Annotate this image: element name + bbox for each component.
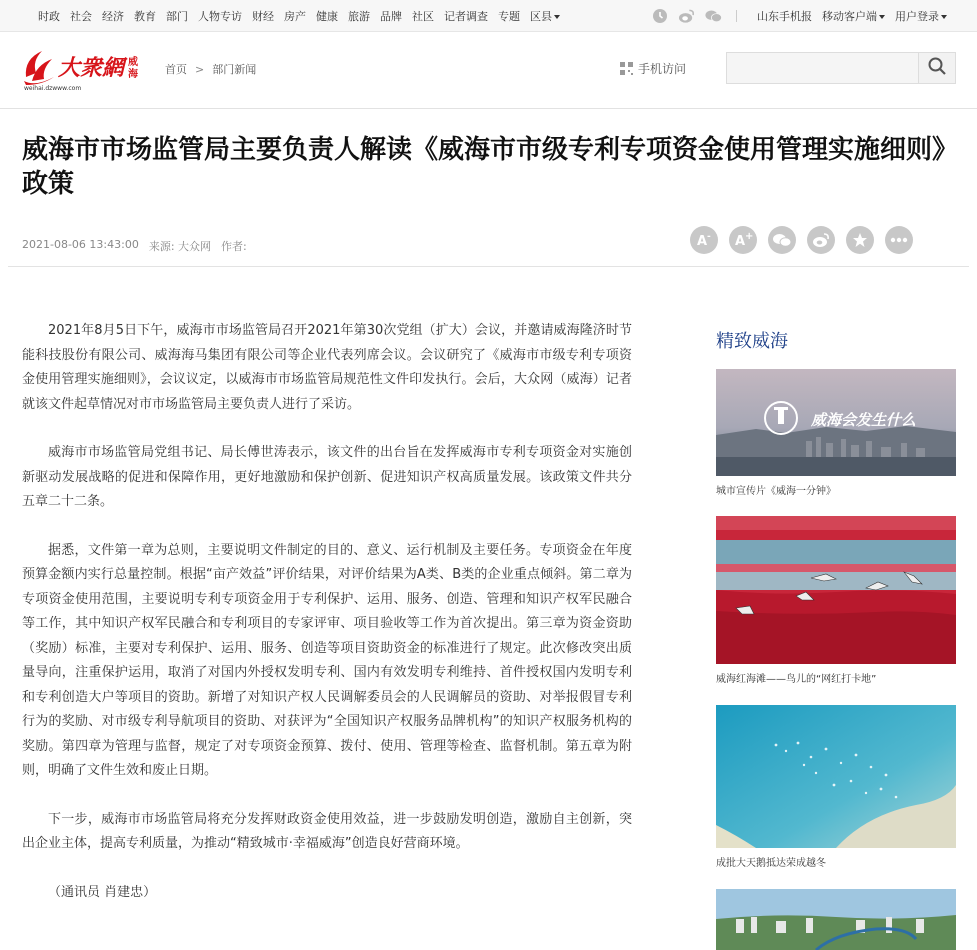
nav-jizhe[interactable]: 记者调查 [444, 10, 488, 23]
search-button[interactable] [918, 53, 955, 83]
header-divider [8, 266, 969, 267]
paragraph: 2021年8月5日下午，威海市市场监管局召开2021年第30次党组（扩大）会议，并邀请威海隆济时节能科技股份有限公司、威海海马集团有限公司等企业代表列席会议。会议研究了《威海市市级专利专项资金使用管理实施细则》，会议议定，以威海市市场监管局规范性文件印发执行。会后，大众网（威海）记者就该文件起草情况对市市场监管局主要负责人进行了采访。 [22, 323, 632, 412]
svg-text:海: 海 [128, 69, 138, 80]
nav-caijing[interactable]: 财经 [252, 10, 274, 23]
nav-quxian[interactable]: 区县 [530, 8, 560, 24]
user-login-link[interactable]: 用户登录 [895, 8, 947, 24]
font-decrease-button[interactable] [690, 226, 718, 254]
search-input[interactable] [727, 53, 919, 83]
article-title: 威海市市场监管局主要负责人解读《威海市市级专利专项资金使用管理实施细则》政策 [22, 135, 946, 199]
search-box [726, 52, 956, 84]
sidebar-card[interactable] [716, 369, 956, 497]
nav-pinpai[interactable]: 品牌 [380, 10, 402, 23]
publish-date: 2021-08-06 13:43:00 [22, 238, 139, 251]
favorite-button[interactable] [846, 226, 874, 254]
svg-text:weihai.dzwww.com: weihai.dzwww.com [24, 85, 82, 91]
nav-shizheng[interactable]: 时政 [38, 10, 60, 23]
svg-text:大衆網: 大衆網 [58, 55, 125, 81]
clock-icon[interactable] [651, 8, 668, 25]
nav-shehui[interactable]: 社会 [70, 10, 92, 23]
promo-overlay-text: 威海会发生什么 [811, 411, 917, 429]
article-author: 作者: [221, 240, 247, 253]
svg-text:A: A [697, 234, 708, 249]
search-icon [928, 57, 946, 79]
wechat-icon [772, 232, 792, 248]
svg-text:-: - [707, 232, 711, 242]
nav-fangchan[interactable]: 房产 [284, 10, 306, 23]
breadcrumb-dept-news[interactable]: 部门新闻 [212, 63, 257, 76]
more-dots-icon [890, 237, 908, 243]
nav-jiankang[interactable]: 健康 [316, 10, 338, 23]
chevron-down-icon [941, 15, 947, 19]
divider [736, 10, 737, 22]
top-nav-right [641, 0, 947, 32]
card-caption: 成批大天鹅抵达荣成越冬 [716, 858, 826, 869]
article-source: 来源: 大众网 [148, 240, 212, 253]
top-nav-bar [0, 0, 977, 32]
nav-bumen[interactable]: 部门 [166, 10, 188, 23]
star-icon [852, 232, 868, 248]
weibo-icon [812, 232, 830, 248]
chevron-down-icon [879, 15, 885, 19]
nav-renwu[interactable]: 人物专访 [198, 10, 242, 23]
nav-shequ[interactable]: 社区 [412, 10, 434, 23]
red-beach-image [716, 516, 956, 664]
font-increase-icon [729, 226, 757, 254]
swans-image [716, 705, 956, 848]
nav-jingji[interactable]: 经济 [102, 10, 124, 23]
nav-jiaoyu[interactable]: 教育 [134, 10, 156, 23]
mobile-client-link[interactable]: 移动客户端 [822, 8, 885, 24]
wechat-icon[interactable] [705, 8, 722, 25]
chevron-down-icon [554, 15, 560, 19]
breadcrumb-separator: > [195, 62, 205, 76]
article-meta [22, 238, 257, 254]
more-button[interactable] [885, 226, 913, 254]
paragraph: 下一步，威海市市场监管局将充分发挥财政资金使用效益，进一步鼓励发明创造，激励自主创新，突出企业主体，提高专利质量，为推动“精致城市·幸福威海”创造良好营商环境。 [22, 811, 632, 851]
site-header [0, 33, 977, 109]
svg-text:威: 威 [128, 57, 138, 68]
sidebar-title: 精致威海 [716, 331, 788, 352]
share-weibo-button[interactable] [807, 226, 835, 254]
paragraph: 据悉，文件第一章为总则，主要说明文件制定的目的、意义、运行机制及主要任务。专项资金在年度预算金额内实行总量控制。根据“亩产效益”评价结果，对评价结果为A类、B类的企业重点倾斜。第二章为专项资金使用范围，主要说明专利专项资金用于专利保护、运用、服务、创造、管理和知识产权军民融合等工作，其中知识产权军民融合和专利项目的专家评审、项目验收等工作为首次提出。第三章为资金资助（奖励）标准，主要对专利保护、运用、服务、创造等项目资助资金的标准进行了规定。此次修改突出质量导向，注重保护运用，取消了对国内外授权发明专利、国内有效发明专利维持、首件授权国内发明专利和专利创造大户等项目的资助。新增了对知识产权人民调解委员会的人民调解员的资助、对举报假冒专利行为的奖励、对市级专利导航项目的资助、对获评为“全国知识产权服务品牌机构”的知识产权服务机构的奖励。第四章为管理与监督，规定了对专项资金预算、拨付、使用、管理等检查、监督机制。第五章为附则，明确了文件生效和废止日期。 [22, 542, 632, 778]
article-toolbar [690, 226, 924, 254]
article-body [22, 319, 632, 929]
sidebar-card[interactable] [716, 889, 956, 950]
weibo-icon[interactable] [678, 8, 695, 25]
nav-zhuanti[interactable]: 专题 [498, 10, 520, 23]
mobile-visit-link[interactable]: 手机访问 [620, 60, 686, 77]
sidebar-card[interactable] [716, 516, 956, 685]
city-aerial-image [716, 889, 956, 950]
card-caption: 威海红海滩——鸟儿的“网红打卡地” [716, 674, 877, 685]
category-nav [38, 0, 570, 32]
site-logo[interactable] [22, 47, 152, 91]
paragraph: 威海市市场监管局党组书记、局长傅世涛表示，该文件的出台旨在发挥威海市专利专项资金对实施创新驱动发展战略的促进和保障作用，更好地激励和保护创新、促进知识产权高质量发展。该政策文件共分五章二十二条。 [22, 445, 632, 509]
svg-text:A: A [735, 234, 746, 249]
breadcrumb-home[interactable]: 首页 [165, 63, 187, 76]
share-wechat-button[interactable] [768, 226, 796, 254]
sidebar-card[interactable] [716, 705, 956, 869]
card-caption: 城市宣传片《威海一分钟》 [716, 486, 836, 497]
font-increase-button[interactable] [729, 226, 757, 254]
sd-mobile-news-link[interactable]: 山东手机报 [757, 10, 812, 23]
svg-text:+: + [745, 231, 754, 242]
nav-lvyou[interactable]: 旅游 [348, 10, 370, 23]
correspondent-note: （通讯员 肖建忠） [48, 884, 157, 900]
qrcode-icon [620, 62, 633, 75]
font-decrease-icon [690, 226, 718, 254]
breadcrumb [165, 61, 256, 77]
